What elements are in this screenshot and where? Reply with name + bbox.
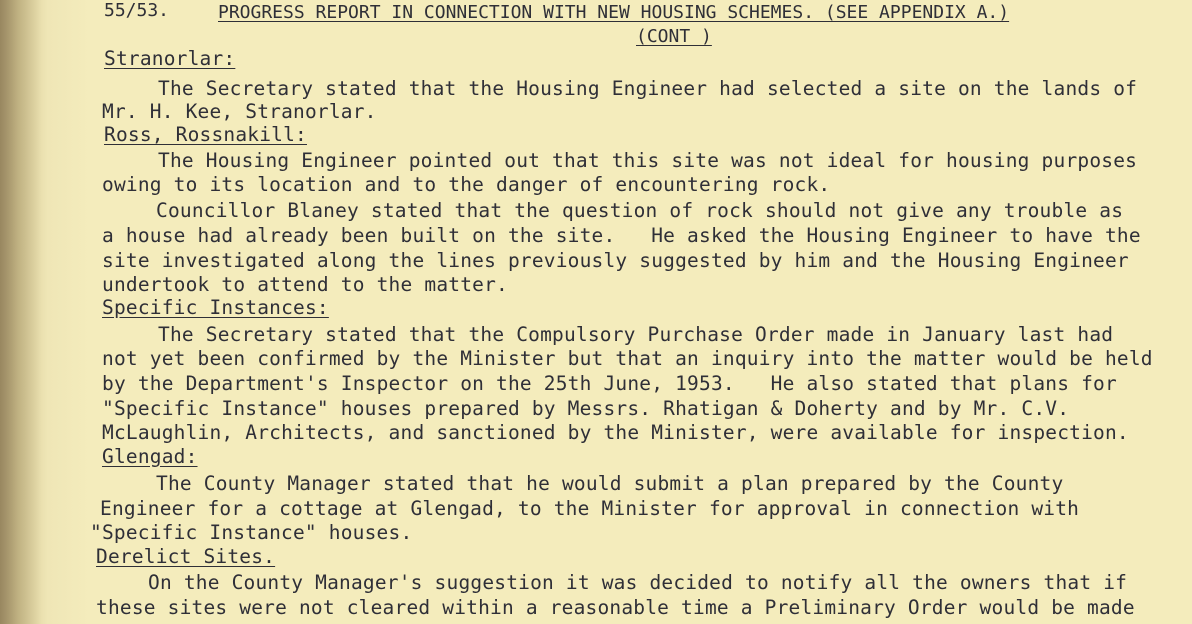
- paragraph-line: Councillor Blaney stated that the question of rock should not give any trouble as: [156, 199, 1124, 222]
- paragraph-line: undertook to attend to the matter.: [102, 273, 508, 296]
- heading-ross-rossnakill: Ross, Rossnakill:: [104, 123, 307, 146]
- report-title: PROGRESS REPORT IN CONNECTION WITH NEW HOUSING SCHEMES. (SEE APPENDIX A.): [218, 2, 1010, 23]
- paragraph-line: a house had already been built on the site. He asked the Housing Engineer to have the: [102, 224, 1141, 247]
- paragraph-line: Engineer for a cottage at Glengad, to the Minister for approval in connection with: [100, 497, 1080, 520]
- heading-glengad: Glengad:: [102, 445, 198, 468]
- continuation-mark: (CONT ): [636, 26, 712, 47]
- paragraph-line: Mr. H. Kee, Stranorlar.: [102, 100, 377, 123]
- paragraph-line: The County Manager stated that he would submit a plan prepared by the County: [156, 472, 1064, 495]
- heading-stranorlar: Stranorlar:: [104, 47, 236, 70]
- page-reference: 55/53.: [104, 0, 170, 21]
- binding-shadow: [0, 0, 42, 624]
- paragraph-line: not yet been confirmed by the Minister but that an inquiry into the matter would be held: [102, 347, 1153, 370]
- paragraph-line: "Specific Instance" houses.: [90, 521, 413, 544]
- heading-specific-instances: Specific Instances:: [102, 296, 329, 319]
- paragraph-line: The Housing Engineer pointed out that this site was not ideal for housing purposes: [158, 149, 1138, 172]
- paragraph-line: by the Department's Inspector on the 25th June, 1953. He also stated that plans for: [102, 372, 1117, 395]
- paragraph-line: owing to its location and to the danger of encountering rock.: [102, 173, 831, 196]
- heading-derelict-sites: Derelict Sites.: [96, 545, 276, 568]
- paragraph-line: these sites were not cleared within a reasonable time a Preliminary Order would be made: [96, 596, 1135, 619]
- paragraph-line: The Secretary stated that the Compulsory Purchase Order made in January last had: [158, 323, 1114, 346]
- paragraph-line: "Specific Instance" houses prepared by Messrs. Rhatigan & Doherty and by Mr. C.V.: [102, 397, 1070, 420]
- paragraph-line: On the County Manager's suggestion it was decided to notify all the owners that if: [148, 571, 1128, 594]
- paragraph-line: The Secretary stated that the Housing Engineer had selected a site on the lands of: [158, 77, 1138, 100]
- paragraph-line: site investigated along the lines previously suggested by him and the Housing Engineer: [102, 249, 1129, 272]
- paragraph-line: McLaughlin, Architects, and sanctioned by the Minister, were available for inspection.: [102, 421, 1129, 444]
